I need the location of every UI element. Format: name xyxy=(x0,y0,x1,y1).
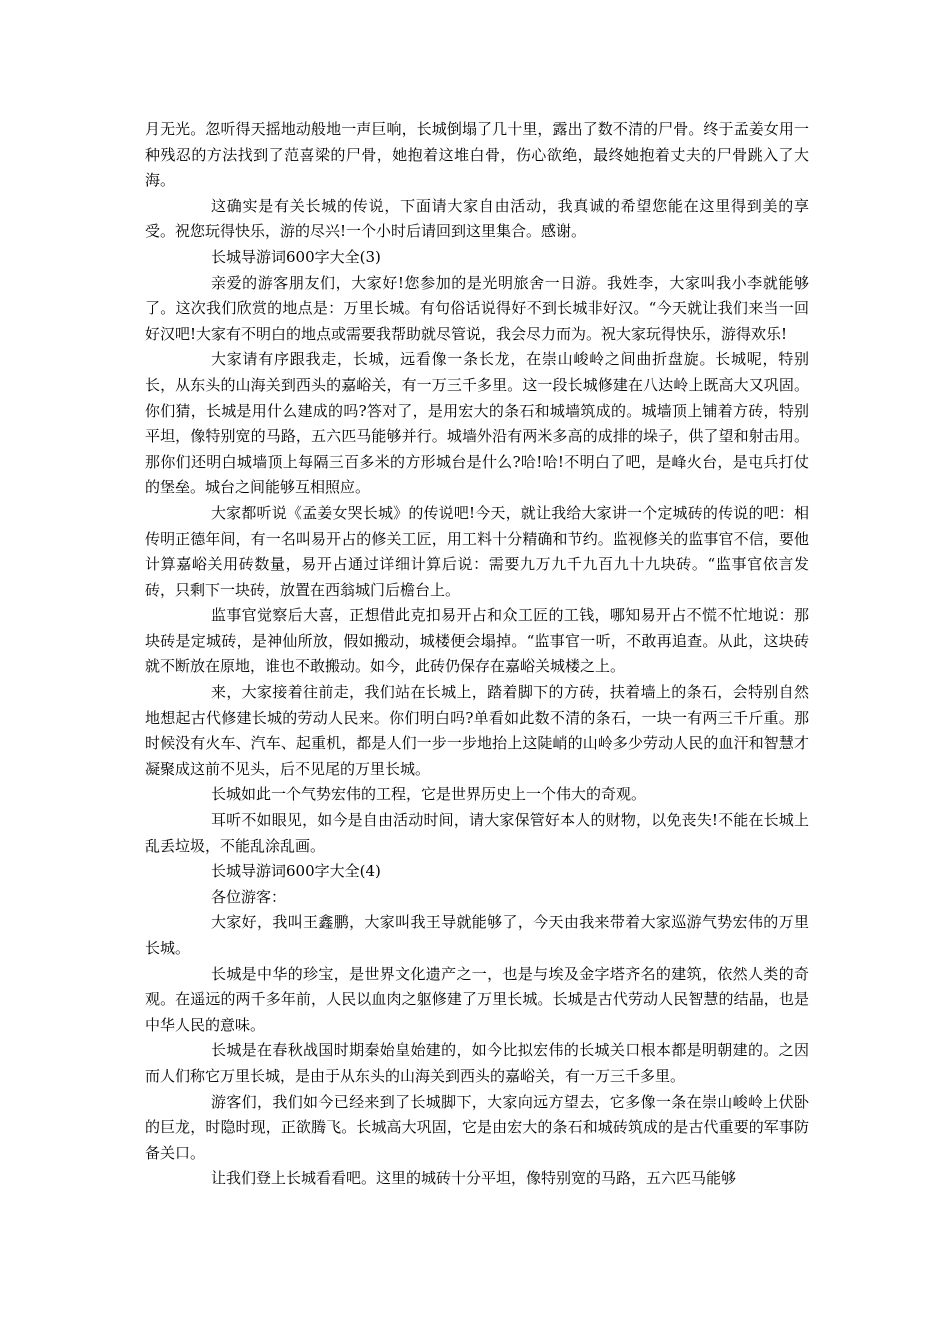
paragraph: 让我们登上长城看看吧。这里的城砖十分平坦，像特别宽的马路，五六匹马能够 xyxy=(211,1169,737,1188)
salutation: 各位游客： xyxy=(211,887,287,906)
paragraph: 长城如此一个气势宏伟的工程，它是世界历史上一个伟大的奇观。 xyxy=(211,785,647,804)
paragraph: 来，大家接着往前走，我们站在长城上，踏着脚下的方砖，扶着墙上的条石，会特别自然地想起古代修建长城的劳动人民来。你们明白吗?单看如此数不清的条石，一块一有两三千斤重。那时候没有火车、汽车、起重机，都是人们一步一步地抬上这陡峭的山岭多少劳动人民的血汗和智慧才凝聚成这前不见头，后不见尾的万里长城。 xyxy=(145,683,809,778)
paragraph: 监事官觉察后大喜，正想借此克扣易开占和众工匠的工钱，哪知易开占不慌不忙地说：那块砖是定城砖，是神仙所放，假如搬动，城楼便会塌掉。“监事官一听，不敢再追查。从此，这块砖就不断放在原地，谁也不敢搬动。如今，此砖仍保存在嘉峪关城楼之上。 xyxy=(145,606,809,676)
paragraph: 大家好，我叫王鑫鹏，大家叫我王导就能够了，今天由我来带着大家巡游气势宏伟的万里长城。 xyxy=(145,913,809,957)
paragraph: 长城是在春秋战国时期秦始皇始建的，如今比拟宏伟的长城关口根本都是明朝建的。之因而人们称它万里长城，是由于从东头的山海关到西头的嘉峪关，有一万三千多里。 xyxy=(145,1041,809,1085)
paragraph: 大家请有序跟我走，长城，远看像一条长龙，在崇山峻岭之间曲折盘旋。长城呢，特别长，从东头的山海关到西头的嘉峪关，有一万三千多里。这一段长城修建在八达岭上既高大又巩固。你们猜，长城是用什么建成的吗?答对了，是用宏大的条石和城墙筑成的。城墙顶上铺着方砖，特别平坦，像特别宽的马路，五六匹马能够并行。城墙外沿有两米多高的成排的垛子，供了望和射击用。那你们还明白城墙顶上每隔三百多米的方形城台是什么?哈!哈!不明白了吧，是峰火台，是屯兵打仗的堡垒。城台之间能够互相照应。 xyxy=(145,350,809,497)
paragraph: 大家都听说《孟姜女哭长城》的传说吧!今天，就让我给大家讲一个定城砖的传说的吧：相传明正德年间，有一名叫易开占的修关工匠，用工料十分精确和节约。监视修关的监事官不信，要他计算嘉峪关用砖数量，易开占通过详细计算后说：需要九万九千九百九十九块砖。“监事官依言发砖，只剩下一块砖，放置在西翁城门后檐台上。 xyxy=(145,503,809,599)
paragraph: 耳听不如眼见，如今是自由活动时间，请大家保管好本人的财物，以免丧失!不能在长城上乱丢垃圾，不能乱涂乱画。 xyxy=(145,811,809,855)
paragraph: 月无光。忽听得天摇地动般地一声巨响，长城倒塌了几十里，露出了数不清的尸骨。终于孟姜女用一种残忍的方法找到了范喜梁的尸骨，她抱着这堆白骨，伤心欲绝，最终她抱着丈夫的尸骨跳入了大海。 xyxy=(145,120,809,190)
section-heading: 长城导游词600字大全(4) xyxy=(211,862,381,881)
paragraph: 长城是中华的珍宝，是世界文化遗产之一，也是与埃及金字塔齐名的建筑，依然人类的奇观。在遥远的两千多年前，人民以血肉之躯修建了万里长城。长城是古代劳动人民智慧的结晶，也是中华人民的意味。 xyxy=(145,964,809,1034)
section-heading: 长城导游词600字大全(3) xyxy=(211,247,381,266)
document-page xyxy=(145,117,809,1192)
paragraph: 游客们，我们如今已经来到了长城脚下，大家向远方望去，它多像一条在崇山峻岭上伏卧的巨龙，时隐时现，正欲腾飞。长城高大巩固，它是由宏大的条石和城砖筑成的是古代重要的军事防备关口。 xyxy=(145,1092,809,1162)
paragraph: 这确实是有关长城的传说，下面请大家自由活动，我真诚的希望您能在这里得到美的享受。祝您玩得快乐，游的尽兴!一个小时后请回到这里集合。感谢。 xyxy=(145,196,809,241)
paragraph: 亲爱的游客朋友们，大家好!您参加的是光明旅舍一日游。我姓李，大家叫我小李就能够了。这次我们欣赏的地点是：万里长城。有句俗话说得好不到长城非好汉。“今天就让我们来当一回好汉吧!大家有不明白的地点或需要我帮助就尽管说，我会尽力而为。祝大家玩得快乐，游得欢乐! xyxy=(145,273,809,343)
